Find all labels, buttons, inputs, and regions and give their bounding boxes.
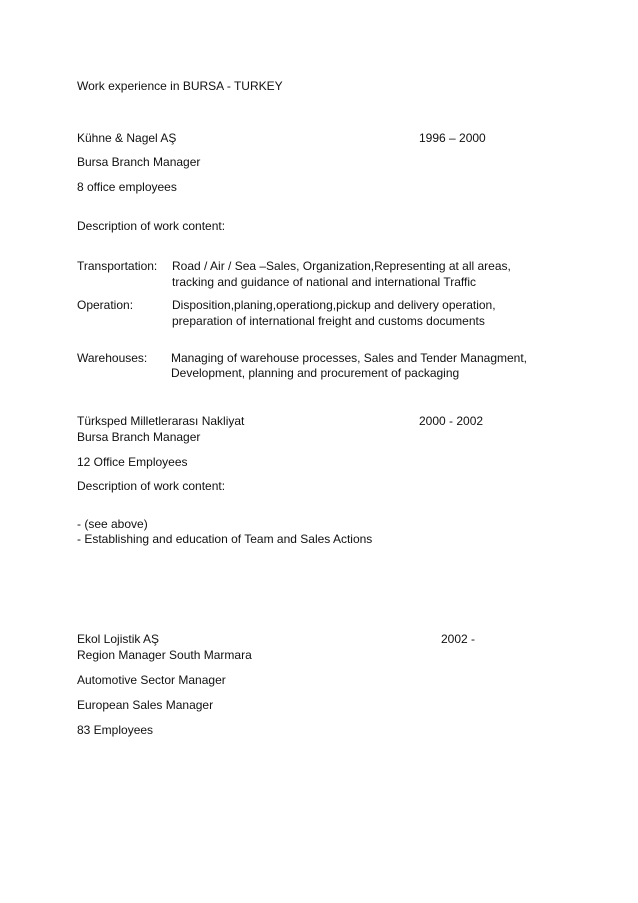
role-item: European Sales Manager [77,698,214,712]
duty-text-line: tracking and guidance of national and international Traffic [172,275,476,289]
bullet-item: - (see above) [77,517,148,531]
duty-label: Operation: [77,298,134,312]
company-name: Türksped Milletlerarası Nakliyat [77,414,245,428]
duty-label: Warehouses: [77,351,148,365]
bullet-item: - Establishing and education of Team and Sales Actions [77,532,373,546]
duty-label: Transportation: [77,259,158,273]
duty-text-line: Managing of warehouse processes, Sales and Tender Managment, [171,351,527,365]
employment-period: 2000 - 2002 [419,414,484,428]
role-item: Automotive Sector Manager [77,673,226,687]
description-label: Description of work content: [77,479,226,493]
duty-text-line: preparation of international freight and customs documents [172,314,485,328]
duty-text-line: Disposition,planing,operationg,pickup and delivery operation, [172,298,496,312]
company-name: Kühne & Nagel AŞ [77,131,177,145]
employment-period: 1996 – 2000 [419,131,486,145]
employee-count: 8 office employees [77,180,177,194]
job-title: Bursa Branch Manager [77,155,201,169]
employee-count: 12 Office Employees [77,455,188,469]
company-name: Ekol Lojistik AŞ [77,632,160,646]
duty-text-line: Development, planning and procurement of packaging [171,366,460,380]
employment-period: 2002 - [441,632,476,646]
section-heading: Work experience in BURSA - TURKEY [77,79,283,93]
employee-count: 83 Employees [77,723,154,737]
duty-text-line: Road / Air / Sea –Sales, Organization,Representing at all areas, [172,259,511,273]
description-label: Description of work content: [77,219,226,233]
job-title: Region Manager South Marmara [77,648,252,662]
job-title: Bursa Branch Manager [77,430,201,444]
